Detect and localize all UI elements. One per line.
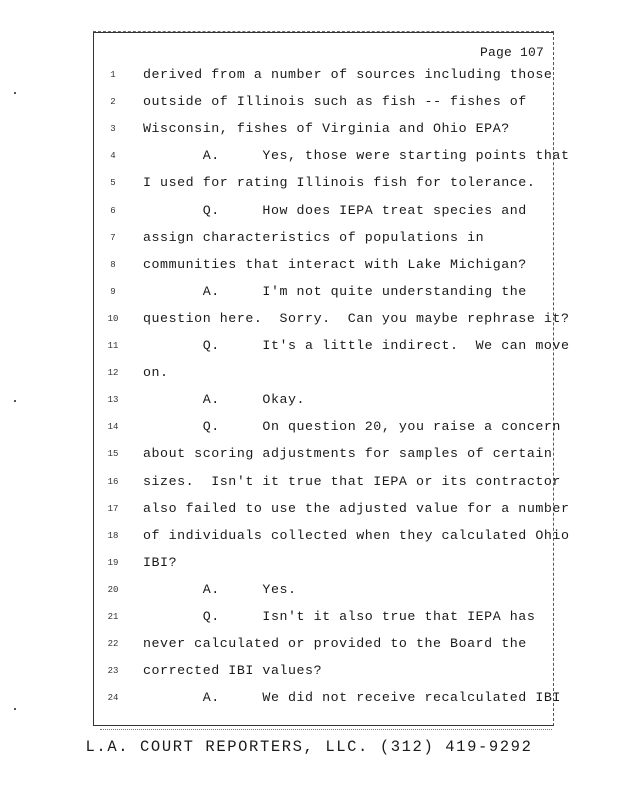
footer-divider bbox=[100, 729, 552, 730]
transcript-line: Q. How does IEPA treat species and bbox=[143, 202, 527, 218]
line-number: 23 bbox=[107, 666, 119, 677]
transcript-line: outside of Illinois such as fish -- fishes of bbox=[143, 94, 527, 110]
line-number: 12 bbox=[107, 368, 119, 379]
line-number: 17 bbox=[107, 503, 119, 514]
transcript-line: Q. Isn't it also true that IEPA has bbox=[143, 609, 536, 624]
transcript-line: of individuals collected when they calculated Ohio bbox=[143, 527, 570, 543]
transcript-line: IBI? bbox=[143, 554, 178, 570]
line-number: 9 bbox=[110, 286, 116, 297]
transcript-line: I used for rating Illinois fish for tolerance. bbox=[143, 175, 536, 191]
line-number: 14 bbox=[107, 422, 119, 433]
transcript-line: assign characteristics of populations in bbox=[143, 229, 485, 245]
line-number: 7 bbox=[110, 232, 116, 243]
transcript-line: A. Yes, those were starting points that bbox=[143, 148, 570, 164]
transcript-line: A. We did not receive recalculated IBI bbox=[143, 690, 561, 706]
transcript-line: Wisconsin, fishes of Virginia and Ohio EPA? bbox=[143, 121, 510, 137]
line-number: 19 bbox=[107, 557, 119, 568]
line-number: 3 bbox=[110, 124, 116, 135]
line-number: 10 bbox=[107, 313, 119, 324]
line-number: 4 bbox=[110, 151, 116, 162]
transcript-line: A. I'm not quite understanding the bbox=[143, 283, 527, 299]
line-number: 8 bbox=[110, 259, 116, 270]
transcript-line: about scoring adjustments for samples of certain bbox=[143, 446, 553, 462]
line-number: 21 bbox=[107, 612, 119, 622]
line-number: 1 bbox=[110, 70, 116, 80]
line-number: 2 bbox=[110, 97, 116, 108]
transcript-line: derived from a number of sources including those bbox=[143, 67, 553, 82]
transcript-line: A. Okay. bbox=[143, 392, 306, 408]
page-number: Page 107 bbox=[479, 45, 544, 60]
line-number: 20 bbox=[107, 584, 119, 595]
line-number: 13 bbox=[107, 395, 119, 406]
transcript-line: on. bbox=[143, 365, 169, 381]
transcript-line: sizes. Isn't it true that IEPA or its contractor bbox=[143, 473, 561, 489]
scan-speck bbox=[14, 400, 16, 402]
transcript-line: Q. On question 20, you raise a concern bbox=[143, 419, 561, 435]
line-number: 15 bbox=[107, 449, 119, 460]
transcript-line: A. Yes. bbox=[143, 581, 297, 597]
line-number: 22 bbox=[107, 639, 119, 650]
transcript-line: corrected IBI values? bbox=[143, 663, 323, 679]
line-number: 16 bbox=[107, 476, 119, 487]
line-number: 11 bbox=[107, 341, 119, 351]
transcript-line: Q. It's a little indirect. We can move bbox=[143, 338, 570, 353]
line-number: 6 bbox=[110, 205, 116, 216]
transcript-line: question here. Sorry. Can you maybe rephrase it? bbox=[143, 310, 570, 326]
line-number: 24 bbox=[107, 693, 119, 704]
transcript-line: also failed to use the adjusted value for a number bbox=[143, 500, 570, 516]
court-reporter-footer: L.A. COURT REPORTERS, LLC. (312) 419-9292 bbox=[85, 738, 533, 756]
line-number: 5 bbox=[110, 178, 116, 189]
transcript-line: never calculated or provided to the Board the bbox=[143, 636, 527, 652]
line-number: 18 bbox=[107, 530, 119, 541]
scan-speck bbox=[14, 708, 16, 710]
transcript-line: communities that interact with Lake Michigan? bbox=[143, 256, 527, 272]
scan-speck bbox=[14, 92, 16, 94]
